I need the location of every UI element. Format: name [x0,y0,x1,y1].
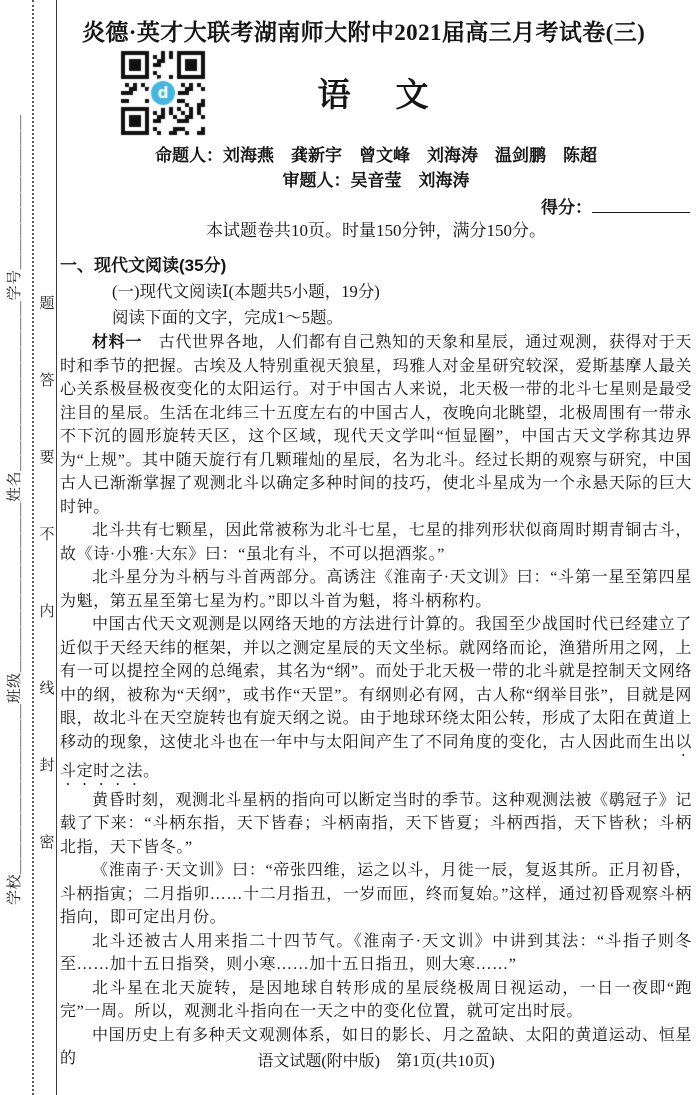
reading-instruction: 阅读下面的文字，完成1～5题。 [112,308,343,327]
setters-names: 刘海燕 龚新宇 曾文峰 刘海涛 温剑鹏 陈超 [223,146,597,165]
paragraph-text: 古代世界各地，人们都有自己熟知的天象和星辰，通过观测，获得对于天时和季节的把握。古埃及人特别重视天狼星，玛雅人对金星研究较深，爱斯基摩人最关心关系极昼极夜变化的太阳运行。对于中国古人来说，北天极一带的北斗七星则是最受注目的星辰。生活在北纬三十五度左右的中国古人，夜晚向北眺望，北极周围有一带永不下沉的圆形旋转天区，这个区域，现代天文学叫“恒显圈”，中国古天文学称其边界为“上规”。其中随天旋行有几颗璀灿的星辰，名为北斗。经过长期的观察与研究，中国古人已渐渐掌握了观测北斗以确定多种时间的技巧，使北斗星成为一个永悬天际的巨大时钟。 [60,334,692,516]
body-paragraph: 北斗星分为斗柄与斗首两部分。高诱注《淮南子·天文训》曰：“斗第一星至第四星为魁，第五星至第七星为杓。”即以斗首为魁，将斗柄称杓。 [60,569,692,610]
material-label: 材料一 [92,334,143,351]
body-paragraph: 北斗还被古人用来指二十四节气。《淮南子·天文训》中讲到其法：“斗指子则冬至……加十五日指癸，则小寒……加十五日指丑，则大寒……” [60,932,692,973]
emphasized-phrase: 以斗定时之法 [60,733,692,780]
seal-char: 要 [39,450,55,466]
body-paragraph [60,613,692,789]
subject-title: 语 文 [317,76,435,113]
score-label: 得分： [541,198,592,217]
body-paragraph: 北斗星在北天旋转，是因地球自转形成的星辰绕极周日视运动，一日一夜即“跑完”一周。所以，观测北斗指向在一天之中的变化位置，就可定出时辰。 [60,979,692,1020]
body-paragraph: 《淮南子·天文训》曰：“帝张四维，运之以斗，月徙一辰，复返其所。正月初昏，斗柄指寅；二月指卯……十二月指丑，一岁而匝，终而复始。”这样，通过初昏观察斗柄指向，即可定出月份。 [60,862,692,926]
body-paragraph: 黄昏时刻，观测北斗星柄的指向可以断定当时的季节。这种观测法被《鹖冠子》记载了下来：“斗柄东指，天下皆春；斗柄南指，天下皆夏；斗柄西指，天下皆秋；斗柄北指，天下皆冬。” [60,791,692,856]
reviewers-label: 审题人： [282,171,351,190]
exam-setters-line [60,143,692,168]
material-paragraph [60,331,692,519]
subject-header [60,47,692,143]
exam-content [60,0,692,1095]
margin-solid-line [56,0,57,1095]
exam-title: 炎德·英才大联考湖南师大附中2021届高三月考试卷(三) [82,20,646,45]
exam-info: 本试题卷共10页。时量150分钟，满分150分。 [206,221,546,240]
seal-char: 封 [39,758,55,774]
reviewers-names: 吴音莹 刘海涛 [350,171,470,190]
seal-char: 线 [39,681,55,697]
paragraph-text: 中国古代天文观测是以网络天地的方法进行计算的。我国至少战国时代已经建立了近似于天经天纬的框架，并以之测定星辰的天文坐标。就网络而论，渔猎所用之网，上有一可以提控全网的总绳索，其名为“纲”。而处于北天极一带的北斗就是控制天文网络中的纲，被称为“天纲”，或书作“天罡”。有纲则必有网，古人称“纲举目张”，目就是网眼，故北斗在天空旋转也有旋天纲之说。由于地球环绕太阳公转，形成了太阳在黄道上移动的现象，这使北斗也在一年中与太阳间产生了不同角度的变化，古人因此而生出 [60,616,692,751]
subsection-title: (一)现代文阅读Ⅰ(本题共5小题，19分) [112,282,380,301]
body-paragraph: 北斗共有七颗星，因此常被称为北斗七星，七星的排列形状似商周时期青铜古斗，故《诗·小雅·大东》曰：“虽北有斗，不可以挹酒浆。” [60,522,692,563]
score-row [60,193,692,217]
seal-dotted-line [32,0,34,1095]
exam-reviewers-line [60,168,692,193]
seal-char: 不 [39,527,55,543]
seal-char: 题 [39,296,55,312]
paragraph-text: 。 [143,762,160,780]
seal-char: 内 [39,604,55,620]
seal-char: 答 [39,373,55,389]
score-blank-line [592,197,690,213]
student-info-fields: 学校＿＿＿＿＿＿＿＿＿＿＿班级＿＿＿＿＿＿＿＿＿＿＿姓名＿＿＿＿＿＿＿＿＿＿＿学号＿＿＿＿＿＿＿＿＿＿ [7,114,23,905]
setters-label: 命题人： [155,146,223,165]
page-footer: 语文试题(附中版) 第1页(共10页) [257,1053,495,1070]
seal-line-text [38,292,56,852]
section-title: 一、现代文阅读(35分) [60,256,227,275]
body-paragraph: 中国历史上有多种天文观测体系，如日的影长、月之盈缺、太阳的黄道运动、恒星的 [60,1026,692,1067]
seal-char: 密 [39,835,55,851]
